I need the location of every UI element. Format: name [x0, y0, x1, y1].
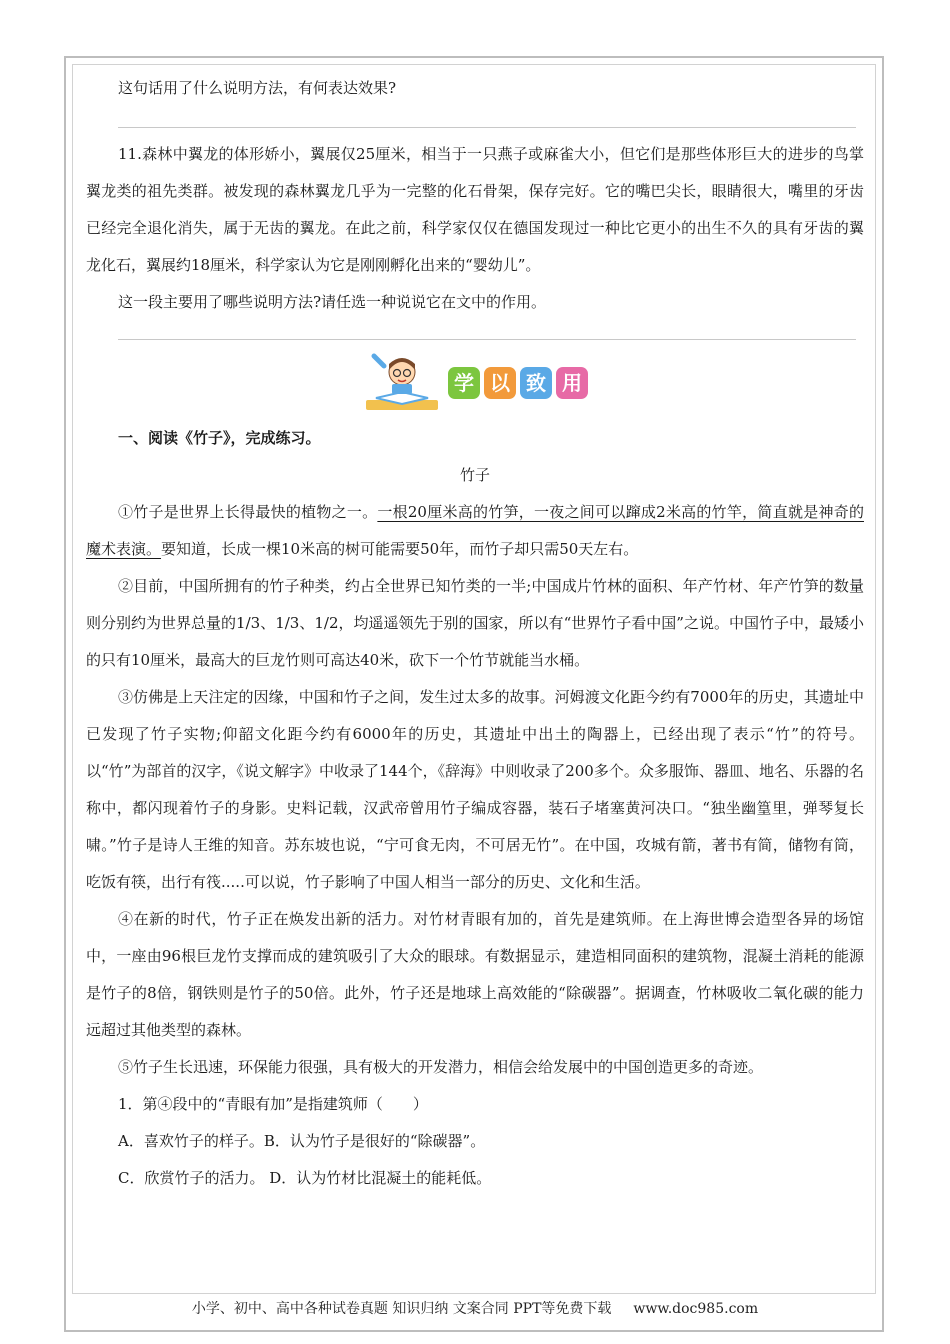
question-1-options-ab: A．喜欢竹子的样子。B．认为竹子是很好的“除碳器”。: [118, 1132, 486, 1150]
footer-url[interactable]: www.doc985.com: [633, 1301, 759, 1317]
article-title: 竹子: [459, 466, 490, 484]
section-title: 一、阅读《竹子》，完成练习。: [118, 429, 321, 447]
q11-passage: 11.森林中翼龙的体形娇小，翼展仅25厘米，相当于一只燕子或麻雀大小，但它们是那些体形巨大的进步的鸟掌翼龙类的祖先类群。被发现的森林翼龙几乎为一完整的化石骨架，保存完好。它的嘴巴尖长，眼睛很大，嘴里的牙齿已经完全退化消失，属于无齿的翼龙。在此之前，科学家仅仅在德国发现过一种比它更小的出生不久的具有牙齿的翼龙化石，翼展约18厘米，科学家认为它是刚刚孵化出来的“婴幼儿”。: [86, 145, 864, 274]
banner-char-2: 以: [484, 367, 516, 399]
p1-end: 要知道，长成一棵10米高的树可能需要50年，而竹子却只需50天左右。: [161, 540, 639, 558]
student-reading-icon: [362, 352, 442, 414]
paragraph-2: ②目前，中国所拥有的竹子种类，约占全世界已知竹类的一半;中国成片竹林的面积、年产竹材、年产竹笋的数量则分别约为世界总量的1/3、1/3、1/2，均遥遥领先于别的国家，所以有“世界竹子看中国”之说。中国竹子中，最矮小的只有10厘米，最高大的巨龙竹则可高达40米，砍下一个竹节就能当水桶。: [86, 577, 864, 669]
question-1-options-cd: C．欣赏竹子的活力。 D．认为竹材比混凝土的能耗低。: [118, 1169, 492, 1187]
p1-underlined-sentence: 一根20厘米高的竹笋，一夜之间可以蹿成2米高的竹竿，简直就是神奇的魔术表演。: [86, 503, 864, 558]
paragraph-4: ④在新的时代，竹子正在焕发出新的活力。对竹材青眼有加的，首先是建筑师。在上海世博会造型各异的场馆中，一座由96根巨龙竹支撑而成的建筑吸引了大众的眼球。有数据显示，建造相同面积的建筑物，混凝土消耗的能源是竹子的8倍，钢铁则是竹子的50倍。此外，竹子还是地球上高效能的“除碳器”。据调查，竹林吸收二氧化碳的能力远超过其他类型的森林。: [86, 910, 864, 1039]
banner-char-1: 学: [448, 367, 480, 399]
answer-line: [118, 127, 856, 128]
page-footer: [0, 1298, 950, 1318]
banner-char-4: 用: [556, 367, 588, 399]
section-banner: [86, 346, 864, 420]
q11-question: 这一段主要用了哪些说明方法?请任选一种说说它在文中的作用。: [118, 293, 547, 311]
footer-text: 小学、初中、高中各种试卷真题 知识归纳 文案合同 PPT等免费下载: [191, 1301, 612, 1317]
banner-char-3: 致: [520, 367, 552, 399]
paragraph-5: ⑤竹子生长迅速，环保能力很强，具有极大的开发潜力，相信会给发展中的中国创造更多的奇迹。: [118, 1058, 764, 1076]
paragraph-1: [86, 494, 864, 568]
document-content: [86, 70, 864, 1197]
p1-start: ①竹子是世界上长得最快的植物之一。: [118, 503, 378, 521]
paragraph-3: ③仿佛是上天注定的因缘，中国和竹子之间，发生过太多的故事。河姆渡文化距今约有7000年的历史，其遗址中已发现了竹子实物;仰韶文化距今约有6000年的历史，其遗址中出土的陶器上，已经出现了表示“竹”的符号。以“竹”为部首的汉字，《说文解字》中收录了144个，《辞海》中则收录了200多个。众多服饰、器皿、地名、乐器的名称中，都闪现着竹子的身影。史料记载，汉武帝曾用竹子编成容器，装石子堵塞黄河决口。“独坐幽篁里，弹琴复长啸。”竹子是诗人王维的知音。苏东坡也说，“宁可食无肉，不可居无竹”。在中国，攻城有箭，著书有简，储物有筒，吃饭有筷，出行有筏.....可以说，竹子影响了中国人相当一部分的历史、文化和生活。: [86, 688, 864, 891]
question-1-stem: 1．第④段中的“青眼有加”是指建筑师（ ）: [118, 1095, 428, 1113]
q10-question-tail: 这句话用了什么说明方法，有何表达效果?: [118, 79, 397, 97]
answer-line: [118, 339, 856, 340]
